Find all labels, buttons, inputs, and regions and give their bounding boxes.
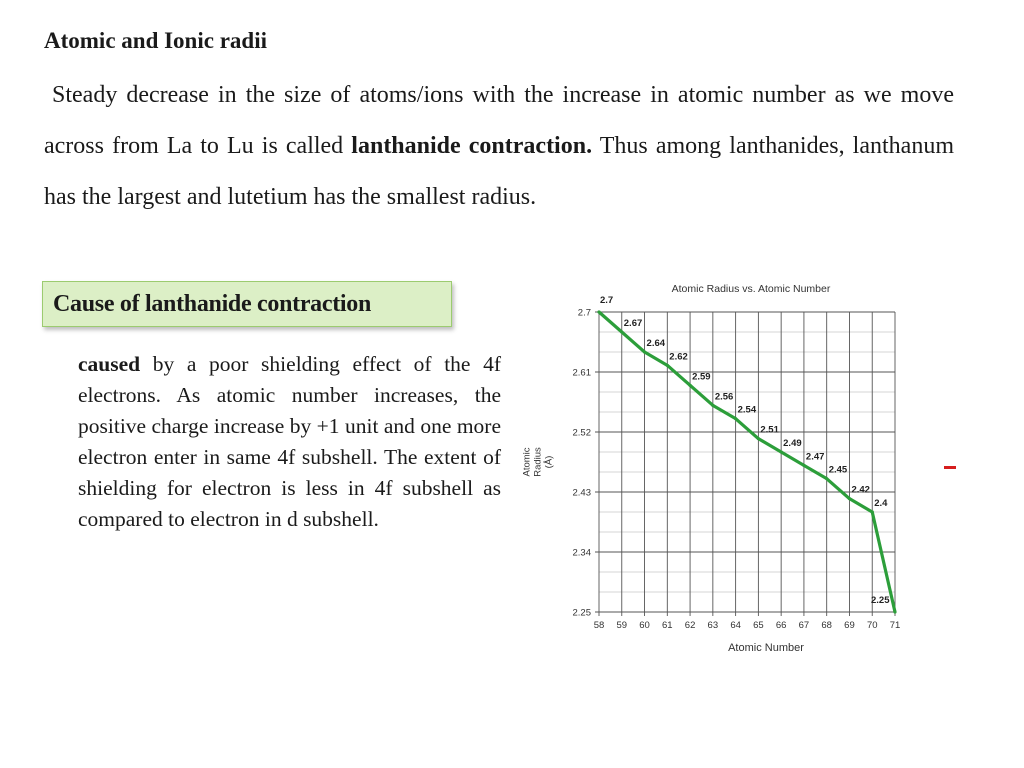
x-axis-label: Atomic Number [728,642,804,654]
x-tick-label: 58 [593,620,605,631]
data-label: 2.67 [623,318,643,329]
x-tick-label: 65 [753,620,764,631]
data-point [757,437,760,440]
cause-paragraph [78,349,501,535]
data-point [871,510,874,513]
series-line [599,312,895,612]
data-point [643,350,646,353]
y-tick-label: 2.25 [572,607,591,619]
y-axis-label [522,447,555,477]
intro-text-2: Thus among lanthanides, lanthanum has the largest and lutetium has the smallest radius. [44,133,954,210]
data-point [893,610,896,613]
y-tick-label: 2.43 [572,487,591,499]
cause-lead-word: caused [78,352,141,376]
page-title: Atomic and Ionic radii [44,28,267,53]
data-label: 2.62 [669,351,688,363]
data-label: 2.51 [760,424,779,436]
data-point [825,477,828,480]
data-label: 2.25 [871,595,890,606]
x-tick-label: 59 [616,620,628,631]
data-point [597,310,600,313]
data-point [620,330,623,333]
data-label: 2.47 [805,451,825,463]
cause-heading: Cause of lanthanide contraction [53,290,372,317]
data-label: 2.56 [714,391,734,403]
data-point [734,417,737,420]
chart-title: Atomic Radius vs. Atomic Number [671,283,831,295]
data-point [848,497,851,500]
x-tick-label: 64 [730,620,741,631]
data-label: 2.4 [874,498,888,509]
y-axis-label-line: Radius [532,447,544,477]
data-label: 2.45 [828,464,848,476]
x-tick-label: 60 [639,620,650,631]
data-label: 2.42 [851,484,870,496]
x-tick-label: 66 [775,620,787,631]
y-tick-label: 2.7 [577,307,591,319]
cause-heading-box [42,281,452,327]
cause-text: by a poor shielding effect of the 4f electrons. As atomic number increases, the positive charge increase by +1 unit and one more electron enter in same 4f subshell. The extent of shielding for electron is less in 4f subshell as compared to electron in d subshell. [78,352,501,531]
y-tick-label: 2.34 [572,547,591,559]
data-point [711,404,714,407]
data-label: 2.54 [737,404,757,416]
red-dash-mark [944,466,956,469]
x-tick-label: 69 [844,620,855,631]
x-tick-label: 71 [889,620,901,631]
x-tick-label: 68 [821,620,832,631]
atomic-radius-chart [515,275,920,660]
intro-paragraph [44,70,954,223]
data-point [802,464,805,467]
data-point [666,364,669,367]
data-point [688,384,691,387]
intro-bold-term: lanthanide contraction. [351,133,593,159]
x-tick-label: 67 [798,620,810,631]
x-tick-label: 62 [684,620,696,631]
intro-text-1: Steady decrease in the size of atoms/ions with the increase in atomic number as we move across from La to Lu is called [44,82,954,159]
y-tick-label: 2.52 [572,427,591,439]
y-axis-label-line: Atomic [521,447,533,477]
data-label: 2.59 [692,371,711,383]
x-tick-label: 70 [866,620,878,631]
x-tick-label: 61 [662,620,673,631]
data-label: 2.49 [783,438,802,449]
data-label: 2.64 [646,338,666,349]
y-tick-label: 2.61 [572,367,591,379]
data-point [780,450,783,453]
y-axis-label-line: (Å) [543,455,555,469]
data-label: 2.7 [600,295,614,306]
x-tick-label: 63 [707,620,719,631]
